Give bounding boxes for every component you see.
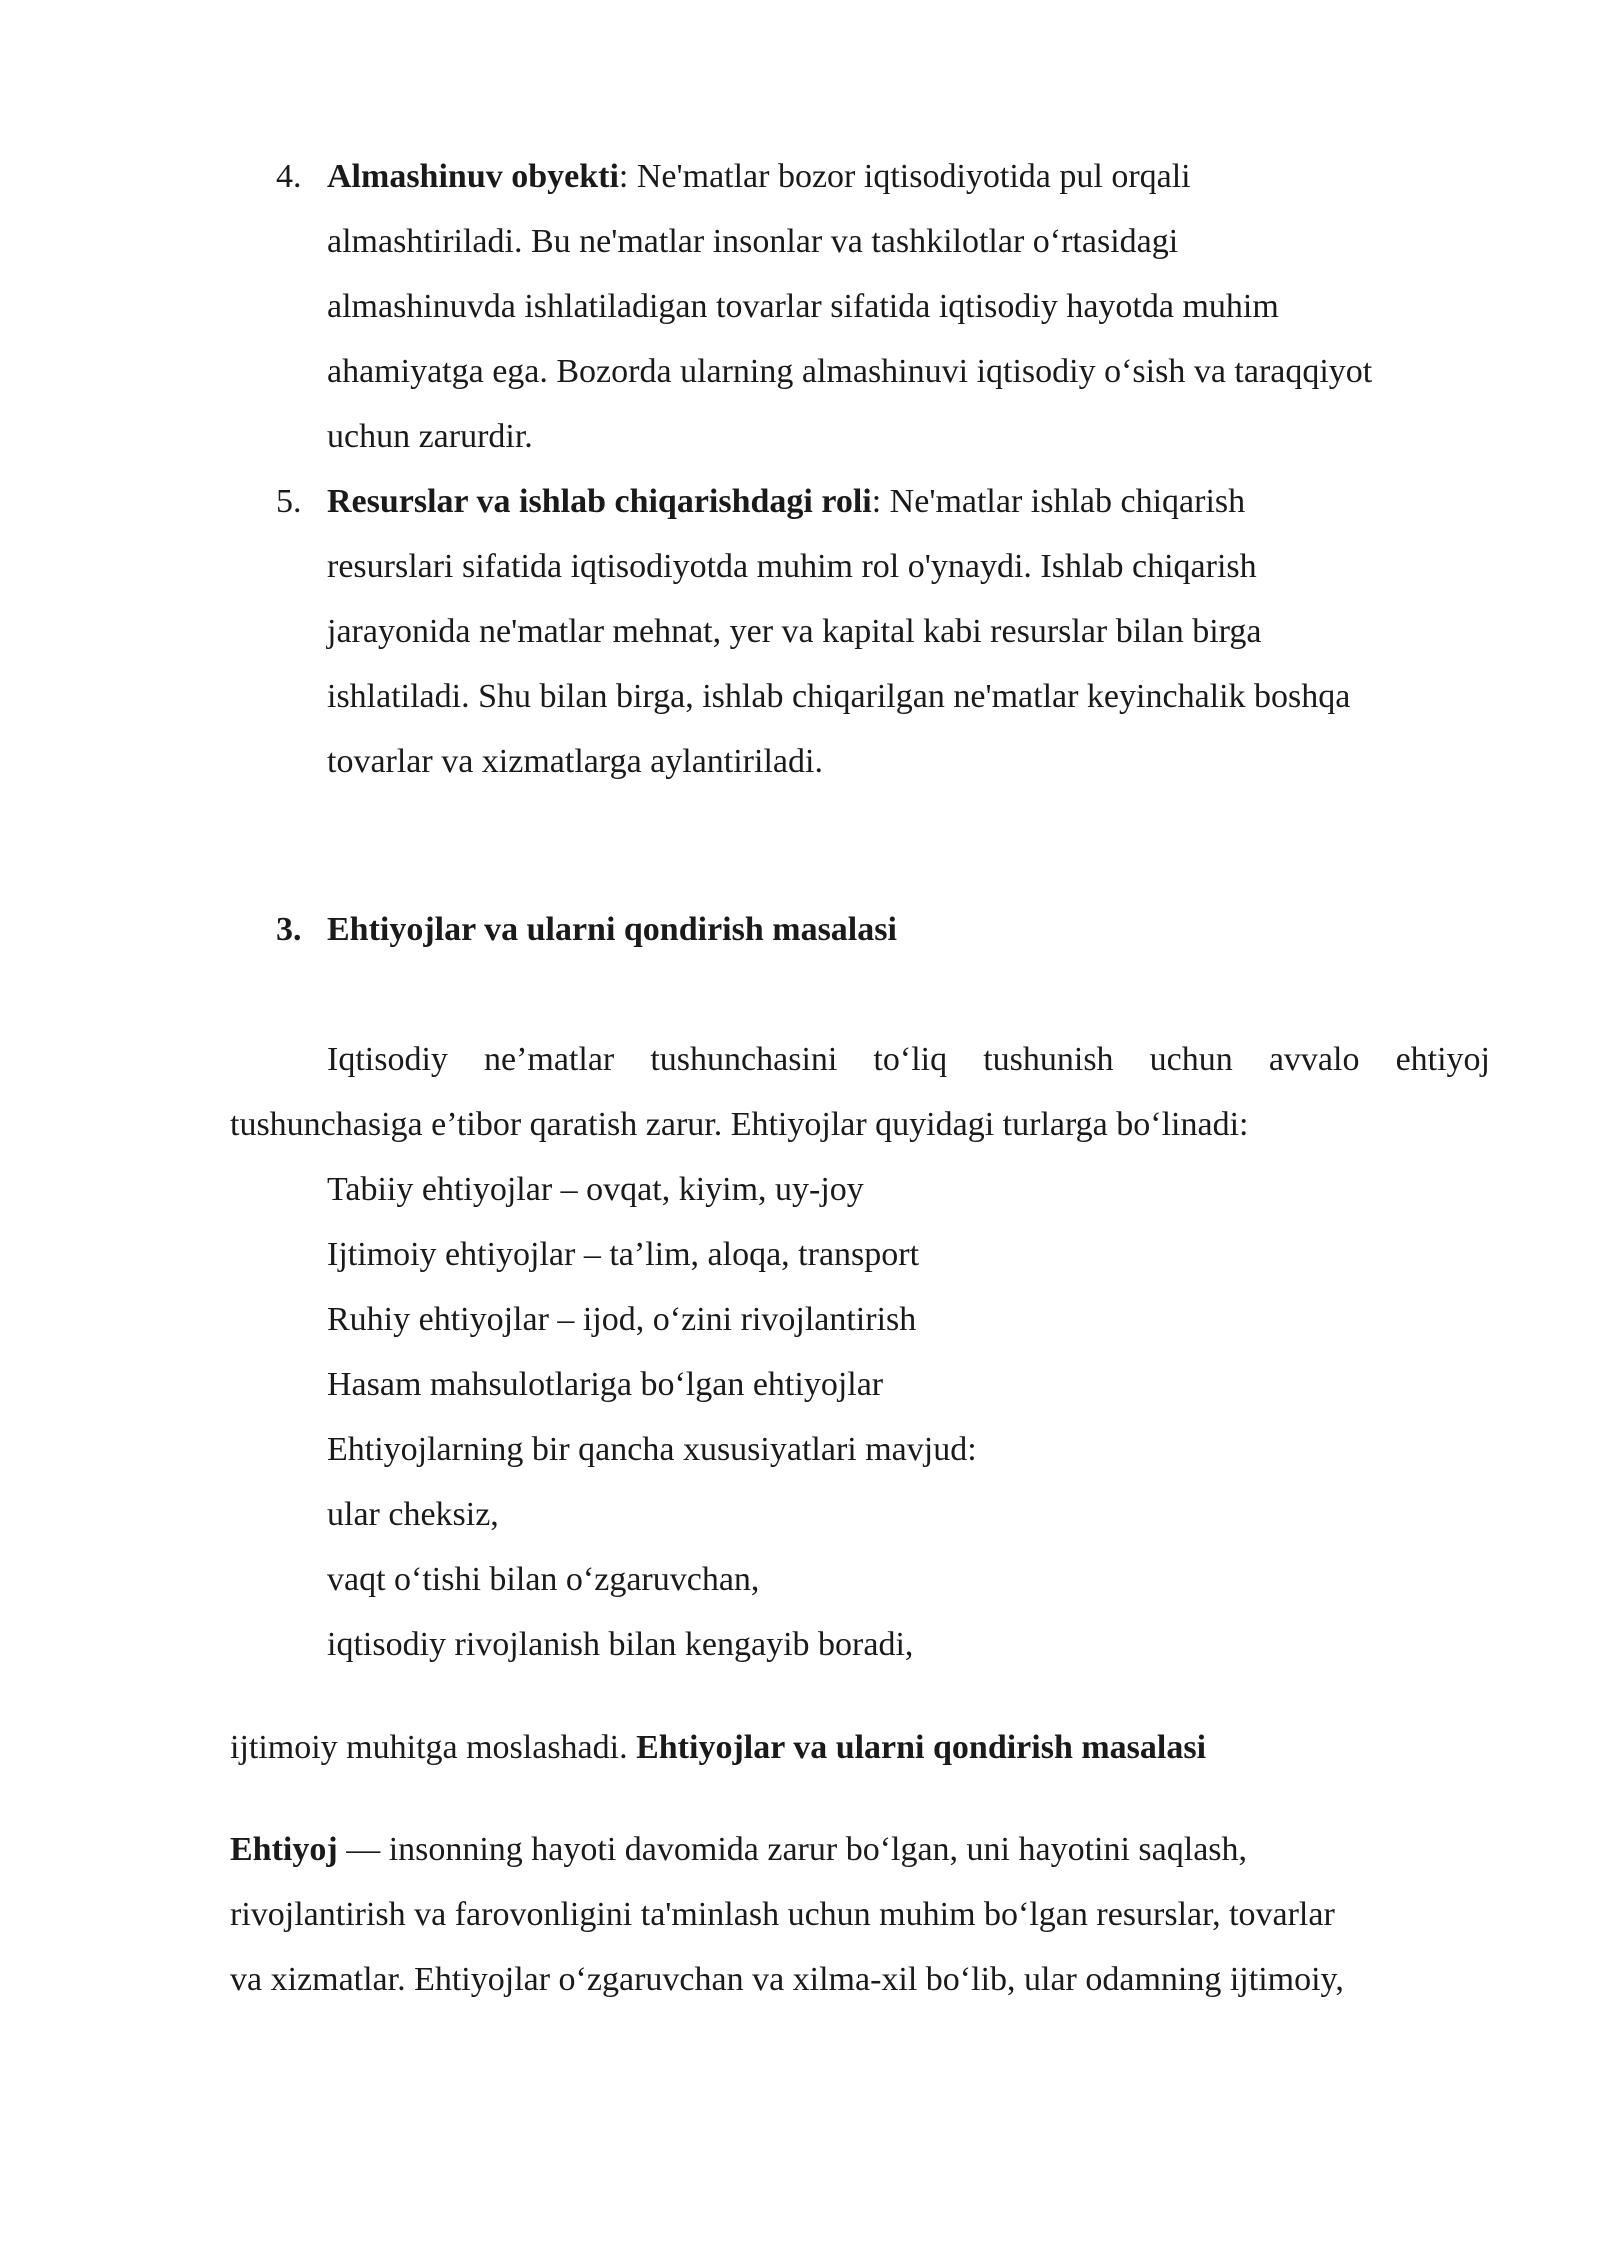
- section-number: 3.: [276, 911, 302, 948]
- list-item-title: Almashinuv obyekti: [327, 158, 619, 195]
- needs-list-item: Tabiiy ehtiyojlar – ovqat, kiyim, uy-joy: [327, 1171, 864, 1208]
- needs-list-item: Ehtiyojlarning bir qancha xususiyatlari mavjud:: [327, 1431, 977, 1468]
- list-item-text: uchun zarurdir.: [327, 418, 533, 455]
- definition-first-line: [230, 1830, 1247, 1869]
- list-item-text: : Ne'matlar ishlab chiqarish: [871, 483, 1246, 520]
- needs-list-item: Ijtimoiy ehtiyojlar – ta’lim, aloqa, transport: [327, 1236, 920, 1273]
- list-number: 5.: [276, 483, 302, 520]
- section-title: Ehtiyojlar va ularni qondirish masalasi: [327, 911, 897, 948]
- list-item-text: almashtiriladi. Bu ne'matlar insonlar va tashkilotlar o‘rtasidagi: [327, 223, 1179, 260]
- needs-list-item: ular cheksiz,: [327, 1496, 499, 1533]
- definition-term: Ehtiyoj: [230, 1831, 338, 1868]
- list-item-text: tovarlar va xizmatlarga aylantiriladi.: [327, 743, 823, 780]
- list-item-text: almashinuvda ishlatiladigan tovarlar sifatida iqtisodiy hayotda muhim: [327, 288, 1279, 325]
- needs-list-item: Ruhiy ehtiyojlar – ijod, o‘zini rivojlantirish: [327, 1301, 917, 1338]
- list-item-first-line: [327, 482, 1245, 521]
- list-number: 4.: [276, 158, 302, 195]
- list-item-text: ishlatiladi. Shu bilan birga, ishlab chiqarilgan ne'matlar keyinchalik boshqa: [327, 678, 1351, 715]
- intro-line-1: Iqtisodiy ne’matlar tushunchasini to‘liq tushunish uchun avvalo ehtiyoj: [327, 1041, 1490, 1078]
- list-item-text: : Ne'matlar bozor iqtisodiyotida pul orqali: [618, 158, 1191, 195]
- definition-text: — insonning hayoti davomida zarur bo‘lgan, uni hayotini saqlash,: [337, 1831, 1248, 1868]
- list-item-first-line: [327, 157, 1191, 196]
- list-item-text: ahamiyatga ega. Bozorda ularning almashinuvi iqtisodiy o‘sish va taraqqiyot: [327, 353, 1373, 390]
- definition-text: va xizmatlar. Ehtiyojlar o‘zgaruvchan va xilma-xil bo‘lib, ular odamning ijtimoiy,: [230, 1961, 1344, 1998]
- needs-list-item: iqtisodiy rivojlanish bilan kengayib boradi,: [327, 1626, 914, 1663]
- intro-line-2: tushunchasiga e’tibor qaratish zarur. Ehtiyojlar quyidagi turlarga bo‘linadi:: [230, 1106, 1249, 1143]
- needs-list-item: Hasam mahsulotlariga bo‘lgan ehtiyojlar: [327, 1366, 884, 1403]
- definition-text: rivojlantirish va farovonligini ta'minlash uchun muhim bo‘lgan resurslar, tovarlar: [230, 1896, 1335, 1933]
- closing-line: [230, 1728, 1206, 1767]
- list-item-title: Resurslar va ishlab chiqarishdagi roli: [327, 483, 872, 520]
- list-item-text: resurslari sifatida iqtisodiyotda muhim rol o'ynaydi. Ishlab chiqarish: [327, 548, 1257, 585]
- closing-text: ijtimoiy muhitga moslashadi.: [230, 1729, 637, 1766]
- closing-bold-heading: Ehtiyojlar va ularni qondirish masalasi: [636, 1729, 1207, 1766]
- list-item-text: jarayonida ne'matlar mehnat, yer va kapital kabi resurslar bilan birga: [327, 613, 1262, 650]
- needs-list-item: vaqt o‘tishi bilan o‘zgaruvchan,: [327, 1561, 760, 1598]
